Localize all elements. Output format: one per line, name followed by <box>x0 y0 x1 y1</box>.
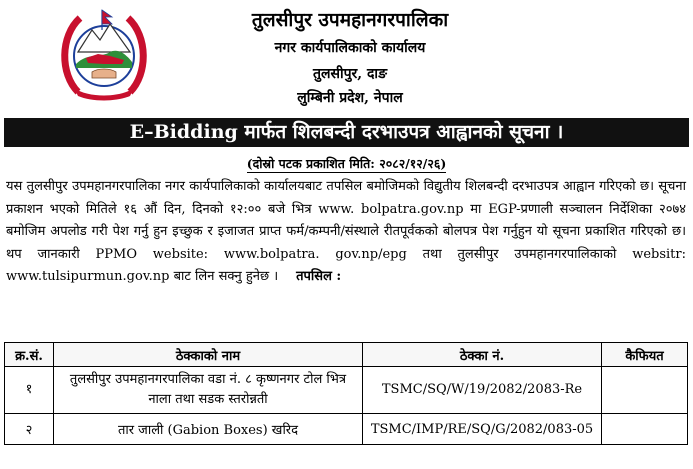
office-name: तुलसीपुर उपमहानगरपालिका <box>251 9 449 31</box>
publication-date <box>0 155 693 172</box>
row-sn: २ <box>5 414 54 445</box>
publication-date-text: (दोस्रो पटक प्रकाशित मिति: २०८२/१२/२६) <box>246 156 447 171</box>
office-location: तुलसीपुर, दाङ <box>313 66 387 82</box>
row-number: TSMC/SQ/W/19/2082/2083-Re <box>363 367 602 414</box>
schedule-label: तपसिल : <box>296 269 342 285</box>
table-row <box>5 414 688 445</box>
notice-body-text: यस तुलसीपुर उपमहानगरपालिका नगर कार्यपालिकाको कार्यालयबाट तपसिल बमोजिमको विद्युतीय शिलबन्दी दरभाउपत्र आह्वान गरिएको छ। सूचना प्रकाशन भएको मितिले १६ औं दिन, दिनको १२:०० बजे भित्र www. bolpatra.gov.np मा EGP-प्रणाली सञ्चालन निर्देशिका २०७४ बमोजिम अपलोड गरी पेश गर्नु हुन इच्छुक र इजाजत प्राप्त फर्म/कम्पनी/संस्थाले रीतपूर्वकको बोलपत्र पेश गर्नुहुन यो सूचना प्रकाशित गरिएको छ। थप जानकारी PPMO website: www.bolpatra. gov.np/epg तथा तुलसीपुर उपमहानगरपालिकाको websitr: www.tulsipurmun.gov.np बाट लिन सक्नु हुनेछ । <box>6 179 686 285</box>
table-row <box>5 367 688 414</box>
table-header-row <box>5 343 688 367</box>
notice-title-banner: E–Bidding मार्फत शिलबन्दी दरभाउपत्र आह्वानको सूचना । <box>4 118 689 147</box>
row-remarks <box>602 367 688 414</box>
row-sn: १ <box>5 367 54 414</box>
column-header-name: ठेक्काको नाम <box>54 343 363 367</box>
row-remarks <box>602 414 688 445</box>
row-number: TSMC/IMP/RE/SQ/G/2082/083-05 <box>363 414 602 445</box>
row-name: तुलसीपुर उपमहानगरपालिका वडा नं. ८ कृष्णनगर टोल भित्र नाला तथा सडक स्तरोन्नती <box>54 367 363 414</box>
office-subtitle: नगर कार्यपालिकाको कार्यालय <box>274 40 426 56</box>
column-header-sn: क्र.सं. <box>5 343 54 367</box>
nepal-emblem-icon <box>58 6 150 102</box>
column-header-number: ठेक्का नं. <box>363 343 602 367</box>
row-name: तार जाली (Gabion Boxes) खरिद <box>54 414 363 445</box>
office-province: लुम्बिनी प्रदेश, नेपाल <box>297 90 403 106</box>
bid-table <box>4 342 688 445</box>
notice-body <box>6 176 686 289</box>
column-header-remarks: कैफियत <box>602 343 688 367</box>
